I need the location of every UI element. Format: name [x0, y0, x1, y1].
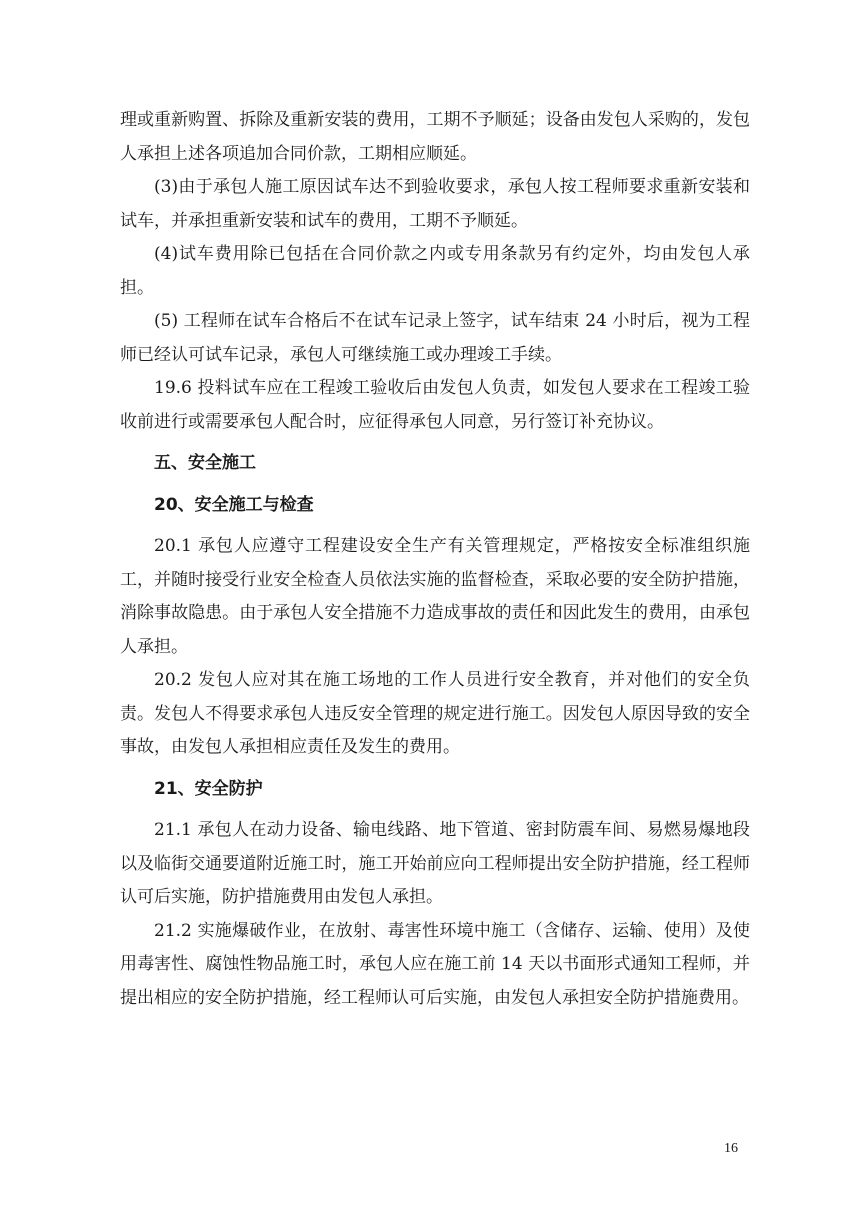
paragraph-21-2: 21.2 实施爆破作业，在放射、毒害性环境中施工（含储存、运输、使用）及使用毒害性、腐蚀性物品施工时，承包人应在施工前 14 天以书面形式通知工程师，并提出相应的安全防护措施，经工程师认可后实施，由发包人承担安全防护措施费用。 [120, 920, 750, 1008]
spacer [120, 522, 750, 530]
paragraph-item-4: (4)试车费用除已包括在合同价款之内或专用条款另有约定外，均由发包人承担。 [120, 244, 750, 298]
heading-20: 20、安全施工与检查 [154, 494, 314, 515]
page-body [120, 104, 750, 1015]
heading-21: 21、安全防护 [154, 778, 263, 799]
paragraph-item-3: (3)由于承包人施工原因试车达不到验收要求，承包人按工程师要求重新安装和试车，并承担重新安装和试车的费用，工期不予顺延。 [120, 177, 750, 231]
paragraph-continuation: 理或重新购置、拆除及重新安装的费用，工期不予顺延；设备由发包人采购的，发包人承担上述各项追加合同价款，工期相应顺延。 [120, 110, 750, 164]
spacer [120, 765, 750, 773]
spacer [120, 439, 750, 447]
spacer [120, 481, 750, 489]
paragraph-item-5: (5) 工程师在试车合格后不在试车记录上签字，试车结束 24 小时后，视为工程师已经认可试车记录，承包人可继续施工或办理竣工手续。 [120, 311, 750, 365]
paragraph-20-1: 20.1 承包人应遵守工程建设安全生产有关管理规定，严格按安全标准组织施工，并随时接受行业安全检查人员依法实施的监督检查，采取必要的安全防护措施，消除事故隐患。由于承包人安全措施不力造成事故的责任和因此发生的费用，由承包人承担。 [120, 536, 750, 657]
paragraph-21-1: 21.1 承包人在动力设备、输电线路、地下管道、密封防震车间、易燃易爆地段以及临街交通要道附近施工时，施工开始前应向工程师提出安全防护措施，经工程师认可后实施，防护措施费用由发包人承担。 [120, 820, 750, 907]
page-number: 16 [724, 1141, 738, 1156]
spacer [120, 806, 750, 814]
section-title: 五、安全施工 [154, 453, 256, 473]
paragraph-20-2: 20.2 发包人应对其在施工场地的工作人员进行安全教育，并对他们的安全负责。发包人不得要求承包人违反安全管理的规定进行施工。因发包人原因导致的安全事故，由发包人承担相应责任及发生的费用。 [120, 670, 750, 757]
paragraph-19-6: 19.6 投料试车应在工程竣工验收后由发包人负责，如发包人要求在工程竣工验收前进行或需要承包人配合时，应征得承包人同意，另行签订补充协议。 [120, 378, 750, 432]
